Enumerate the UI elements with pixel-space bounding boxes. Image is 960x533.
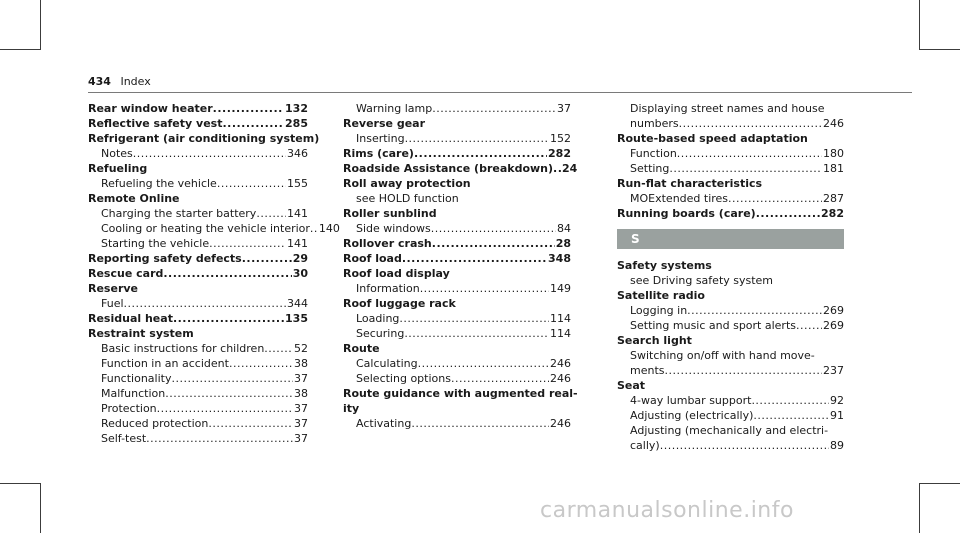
index-entry[interactable]: Residual heat ..... 135 bbox=[88, 311, 308, 326]
index-subentry-line: Displaying street names and house bbox=[630, 102, 825, 115]
index-subentry[interactable]: Cooling or heating the vehicle interior ..... 140 bbox=[88, 221, 308, 236]
index-subentry-line: Adjusting (mechanically and electri- bbox=[630, 424, 829, 437]
index-subentry[interactable]: Logging in ..... 269 bbox=[617, 303, 844, 318]
index-subentry[interactable]: Setting music and sport alerts ..... 269 bbox=[617, 318, 844, 333]
index-heading: Reserve bbox=[88, 282, 138, 295]
index-heading: Reverse gear bbox=[343, 117, 426, 130]
crop-mark bbox=[919, 0, 920, 50]
page-number: 434 bbox=[88, 75, 111, 88]
crop-mark bbox=[919, 483, 920, 533]
index-cross-reference[interactable]: see HOLD function bbox=[356, 192, 459, 205]
index-subentry[interactable]: Inserting ..... 152 bbox=[343, 131, 571, 146]
index-subentry[interactable]: Protection ..... 37 bbox=[88, 401, 308, 416]
index-heading: Route bbox=[343, 342, 380, 355]
index-subentry[interactable]: Functionality ..... 37 bbox=[88, 371, 308, 386]
index-subentry[interactable]: Loading ..... 114 bbox=[343, 311, 571, 326]
index-heading: Remote Online bbox=[88, 192, 180, 205]
index-subentry[interactable]: Basic instructions for children ..... 52 bbox=[88, 341, 308, 356]
index-entry[interactable]: Rear window heater ..... 132 bbox=[88, 101, 308, 116]
section-title: Index bbox=[120, 75, 151, 88]
index-entry[interactable]: Rollover crash ..... 28 bbox=[343, 236, 571, 251]
index-heading: Refueling bbox=[88, 162, 148, 175]
header-rule bbox=[88, 92, 912, 93]
crop-mark bbox=[0, 483, 40, 484]
index-subentry[interactable]: Charging the starter battery ..... 141 bbox=[88, 206, 308, 221]
index-column-3 bbox=[617, 101, 844, 453]
index-subentry[interactable]: Activating ..... 246 bbox=[343, 416, 571, 431]
index-heading: Seat bbox=[617, 379, 646, 392]
index-heading: Search light bbox=[617, 334, 692, 347]
index-subentry[interactable]: Refueling the vehicle ..... 155 bbox=[88, 176, 308, 191]
index-subentry[interactable]: 4-way lumbar support ..... 92 bbox=[617, 393, 844, 408]
page-header bbox=[88, 75, 151, 88]
index-entry[interactable]: Running boards (care) ..... 282 bbox=[617, 206, 844, 221]
index-subentry[interactable]: Fuel ..... 344 bbox=[88, 296, 308, 311]
index-subentry[interactable]: numbers ..... 246 bbox=[617, 116, 844, 131]
crop-mark bbox=[0, 49, 40, 50]
index-column-1 bbox=[88, 101, 340, 446]
index-heading: ity bbox=[343, 402, 360, 415]
crop-mark bbox=[40, 483, 41, 533]
index-subentry[interactable]: Notes ..... 346 bbox=[88, 146, 308, 161]
section-letter-s: S bbox=[617, 229, 844, 249]
index-subentry-line: Switching on/off with hand move- bbox=[630, 349, 815, 362]
index-entry[interactable]: Rescue card ..... 30 bbox=[88, 266, 308, 281]
index-heading: Refrigerant (air conditioning system) bbox=[88, 132, 320, 145]
index-subentry[interactable]: Selecting options ..... 246 bbox=[343, 371, 571, 386]
index-heading: Route guidance with augmented real- bbox=[343, 387, 578, 400]
crop-mark bbox=[40, 0, 41, 50]
crop-mark bbox=[919, 49, 960, 50]
index-subentry[interactable]: ments ..... 237 bbox=[617, 363, 844, 378]
index-heading: Restraint system bbox=[88, 327, 194, 340]
index-entry[interactable]: Reporting safety defects ..... 29 bbox=[88, 251, 308, 266]
index-subentry[interactable]: Function in an accident ..... 38 bbox=[88, 356, 308, 371]
index-column-2 bbox=[343, 101, 578, 431]
index-heading: Safety systems bbox=[617, 259, 712, 272]
index-heading: Route-based speed adaptation bbox=[617, 132, 808, 145]
watermark: carmanualsonline.info bbox=[540, 498, 794, 523]
index-heading: Roof load display bbox=[343, 267, 450, 280]
index-subentry[interactable]: Side windows ..... 84 bbox=[343, 221, 571, 236]
index-subentry[interactable]: Setting ..... 181 bbox=[617, 161, 844, 176]
index-heading: Satellite radio bbox=[617, 289, 705, 302]
index-heading: Run-flat characteristics bbox=[617, 177, 763, 190]
index-heading: Roof luggage rack bbox=[343, 297, 456, 310]
index-subentry[interactable]: Information ..... 149 bbox=[343, 281, 571, 296]
index-subentry[interactable]: Self-test ..... 37 bbox=[88, 431, 308, 446]
index-entry[interactable]: Roof load ..... 348 bbox=[343, 251, 571, 266]
index-subentry[interactable]: cally) ..... 89 bbox=[617, 438, 844, 453]
index-subentry[interactable]: Function ..... 180 bbox=[617, 146, 844, 161]
index-entry[interactable]: Reflective safety vest ..... 285 bbox=[88, 116, 308, 131]
index-subentry[interactable]: MOExtended tires ..... 287 bbox=[617, 191, 844, 206]
index-heading: Roll away protection bbox=[343, 177, 471, 190]
index-subentry[interactable]: Reduced protection ..... 37 bbox=[88, 416, 308, 431]
index-subentry[interactable]: Securing ..... 114 bbox=[343, 326, 571, 341]
index-cross-reference[interactable]: see Driving safety system bbox=[630, 274, 774, 287]
index-entry[interactable]: Rims (care) ..... 282 bbox=[343, 146, 571, 161]
index-subentry[interactable]: Starting the vehicle ..... 141 bbox=[88, 236, 308, 251]
index-subentry[interactable]: Warning lamp ..... 37 bbox=[343, 101, 571, 116]
index-subentry[interactable]: Calculating ..... 246 bbox=[343, 356, 571, 371]
index-heading: Roller sunblind bbox=[343, 207, 437, 220]
index-subentry[interactable]: Malfunction ..... 38 bbox=[88, 386, 308, 401]
crop-mark bbox=[919, 483, 960, 484]
index-entry[interactable]: Roadside Assistance (breakdown) ..... 24 bbox=[343, 161, 571, 176]
index-subentry[interactable]: Adjusting (electrically) ..... 91 bbox=[617, 408, 844, 423]
